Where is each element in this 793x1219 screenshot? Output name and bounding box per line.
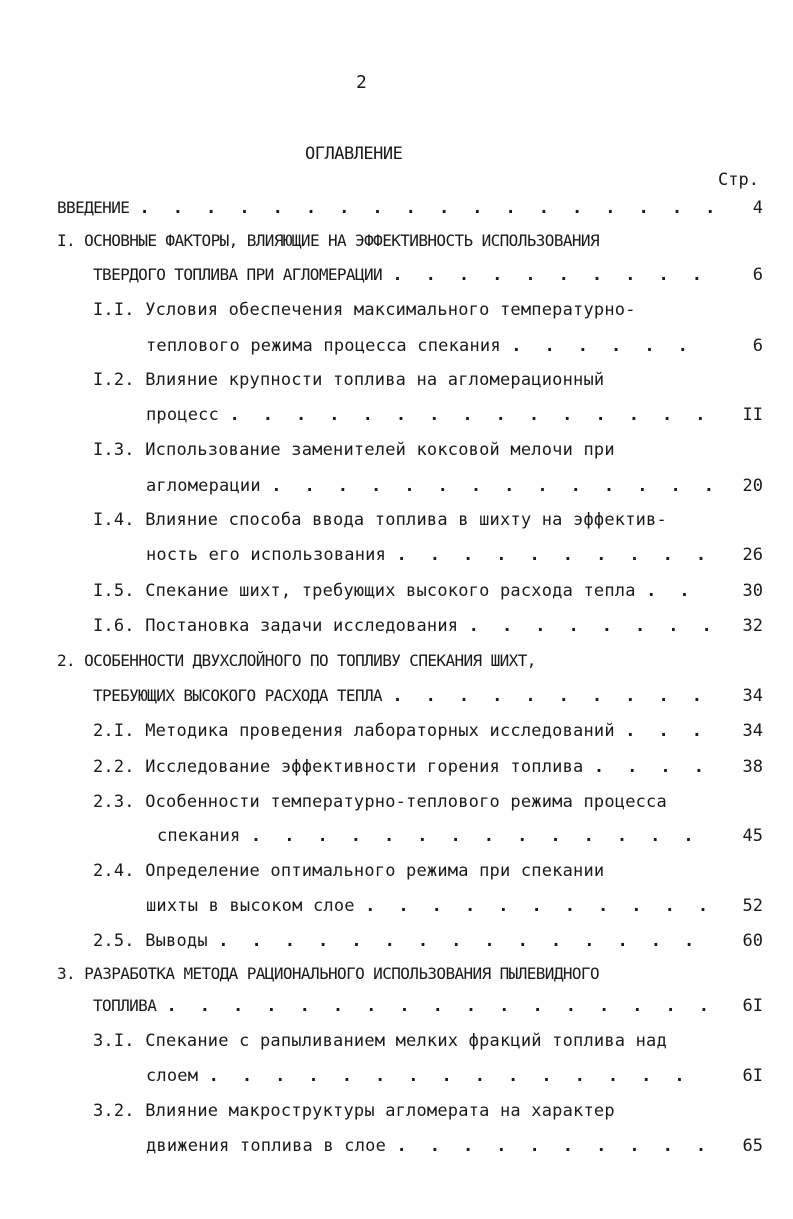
leader-dots: . . . .	[593, 757, 711, 777]
section-title-line1: Особенности температурно-теплового режима процесса	[145, 792, 667, 812]
toc-section-1-4	[93, 510, 667, 530]
toc-chapter-3	[57, 964, 599, 983]
toc-section-1-1-line2	[146, 336, 694, 356]
section-number: 3.I.	[93, 1031, 135, 1051]
chapter-title-line1: ОСОБЕННОСТИ ДВУХСЛОЙНОГО ПО ТОПЛИВУ СПЕКАНИЯ ШИХТ,	[84, 651, 536, 670]
section-number: I.3.	[93, 440, 135, 460]
section-title-line1: Методика проведения лабораторных исследований	[145, 721, 615, 741]
leader-dots: . . . . . . . . . . . . . .	[271, 476, 721, 496]
section-title-line2: теплового режима процесса спекания	[146, 336, 501, 356]
section-title-line1: Выводы	[145, 931, 208, 951]
toc-section-1-2	[93, 370, 604, 390]
section-title-line1: Влияние способа ввода топлива в шихту на эффектив-	[145, 510, 667, 530]
toc-page-number: 38	[742, 757, 763, 777]
toc-section-2-5	[93, 931, 701, 951]
toc-chapter-1-line2	[93, 265, 708, 285]
chapter-title-line2: ТВЕРДОГО ТОПЛИВА ПРИ АГЛОМЕРАЦИИ	[93, 265, 383, 284]
toc-section-3-2	[93, 1101, 615, 1121]
toc-section-3-1-line2	[146, 1066, 691, 1086]
section-title-line1: Влияние крупности топлива на агломерационный	[145, 370, 605, 390]
section-number: 2.I.	[93, 721, 135, 741]
section-title-line1: Спекание шихт, требующих высокого расхода тепла	[145, 581, 636, 601]
toc-page-number: 6I	[742, 1066, 763, 1086]
toc-page-number: 34	[742, 721, 763, 741]
leader-dots: . . . . . .	[511, 336, 695, 356]
section-number: 2.2.	[93, 757, 135, 777]
section-title-line1: Влияние макроструктуры агломерата на характер	[145, 1101, 615, 1121]
toc-section-1-3	[93, 440, 615, 460]
toc-page-number: 60	[742, 931, 763, 951]
chapter-title-line2: ТРЕБУЮЩИХ ВЫСОКОГО РАСХОДА ТЕПЛА	[93, 686, 383, 705]
toc-page-number: 30	[742, 581, 763, 601]
leader-dots: . . . . . . . . . .	[396, 1136, 713, 1156]
leader-dots: . . . . . . . . . . .	[365, 896, 715, 916]
toc-chapter-2	[57, 651, 536, 670]
section-title-line1: Использование заменителей коксовой мелочи при	[145, 440, 615, 460]
section-number: I.6.	[93, 616, 135, 636]
toc-section-1-4-line2	[146, 545, 713, 565]
leader-dots: . . . . . . . . . . . . . .	[250, 826, 701, 846]
section-title-line1: Исследование эффективности горения топлива	[145, 757, 584, 777]
toc-page-number: 4	[752, 198, 763, 218]
toc-section-1-2-line2	[146, 405, 712, 425]
toc-page-number: 45	[742, 826, 763, 846]
toc-entry-intro	[57, 198, 722, 218]
section-title-line2: слоем	[146, 1066, 199, 1086]
toc-section-3-1	[93, 1031, 667, 1051]
leader-dots: . .	[646, 581, 696, 601]
toc-section-2-3-line2	[157, 826, 700, 846]
section-number: I.2.	[93, 370, 135, 390]
toc-section-2-2	[93, 757, 710, 777]
toc-page-number: 65	[742, 1136, 763, 1156]
chapter-title-line1: РАЗРАБОТКА МЕТОДА РАЦИОНАЛЬНОГО ИСПОЛЬЗОВАНИЯ ПЫЛЕВИДНОГО	[84, 964, 599, 983]
section-title-line1: Постановка задачи исследования	[145, 616, 459, 636]
toc-section-2-4-line2	[146, 896, 714, 916]
toc-page-number: 20	[742, 476, 763, 496]
leader-dots: . . . . . . . . . . . . . . .	[218, 931, 701, 951]
chapter-number: 2.	[57, 651, 76, 670]
chapter-title-line2: ТОПЛИВА	[93, 996, 157, 1015]
leader-dots: . . . . . . . .	[468, 616, 719, 636]
section-title-line2: спекания	[157, 826, 241, 846]
section-title-line2: ность его использования	[146, 545, 387, 565]
toc-section-1-3-line2	[146, 476, 720, 496]
toc-section-1-1	[93, 300, 636, 320]
section-number: 3.2.	[93, 1101, 135, 1121]
toc-chapter-2-line2	[93, 686, 708, 706]
section-number: 2.5.	[93, 931, 135, 951]
leader-dots: . . . . . . . . . .	[392, 686, 709, 706]
toc-section-2-1	[93, 721, 708, 741]
section-number: I.4.	[93, 510, 135, 530]
toc-label: ВВЕДЕНИЕ	[57, 198, 130, 217]
leader-dots: . . . . . . . . . . . . . . . . . .	[139, 198, 722, 218]
page-column-header: Стр.	[718, 170, 759, 190]
toc-section-1-6	[93, 616, 718, 636]
section-title-line2: агломерации	[146, 476, 261, 496]
page-title: ОГЛАВЛЕНИЕ	[305, 144, 403, 164]
toc-section-3-2-line2	[146, 1136, 713, 1156]
toc-chapter-3-line2	[93, 996, 715, 1016]
toc-page-number: 52	[742, 896, 763, 916]
section-title-line1: Определение оптимального режима при спекании	[145, 861, 605, 881]
leader-dots: . . . . . . . . . . . . . . .	[208, 1066, 692, 1086]
section-title-line2: шихты в высоком слое	[146, 896, 355, 916]
leader-dots: . . . . . . . . . . . . . . .	[229, 405, 712, 425]
toc-page-number: 26	[742, 545, 763, 565]
toc-page-number: 32	[742, 616, 763, 636]
section-title-line1: Условия обеспечения максимального температурно-	[145, 300, 636, 320]
toc-page-number: 34	[742, 686, 763, 706]
leader-dots: . . . . . . . . . .	[396, 545, 713, 565]
section-title-line2: движения топлива в слое	[146, 1136, 387, 1156]
section-number: I.I.	[93, 300, 135, 320]
chapter-number: 3.	[57, 964, 76, 983]
section-number: I.5.	[93, 581, 135, 601]
page-number: 2	[356, 72, 367, 93]
toc-chapter-1	[57, 231, 599, 250]
toc-section-2-3	[93, 792, 667, 812]
toc-section-1-5	[93, 581, 696, 601]
leader-dots: . . .	[625, 721, 709, 741]
toc-page-number: 6I	[742, 996, 763, 1016]
chapter-title-line1: ОСНОВНЫЕ ФАКТОРЫ, ВЛИЯЮЩИЕ НА ЭФФЕКТИВНОСТЬ ИСПОЛЬЗОВАНИЯ	[84, 231, 599, 250]
section-title-line2: процесс	[146, 405, 220, 425]
toc-section-2-4	[93, 861, 604, 881]
section-number: 2.3.	[93, 792, 135, 812]
leader-dots: . . . . . . . . . .	[392, 265, 709, 285]
section-number: 2.4.	[93, 861, 135, 881]
chapter-number: I.	[57, 231, 76, 250]
leader-dots: . . . . . . . . . . . . . . . . .	[166, 996, 716, 1016]
toc-page-number: II	[742, 405, 763, 425]
toc-page-number: 6	[752, 265, 763, 285]
section-title-line1: Спекание с рапыливанием мелких фракций топлива над	[145, 1031, 667, 1051]
toc-page-number: 6	[752, 336, 763, 356]
